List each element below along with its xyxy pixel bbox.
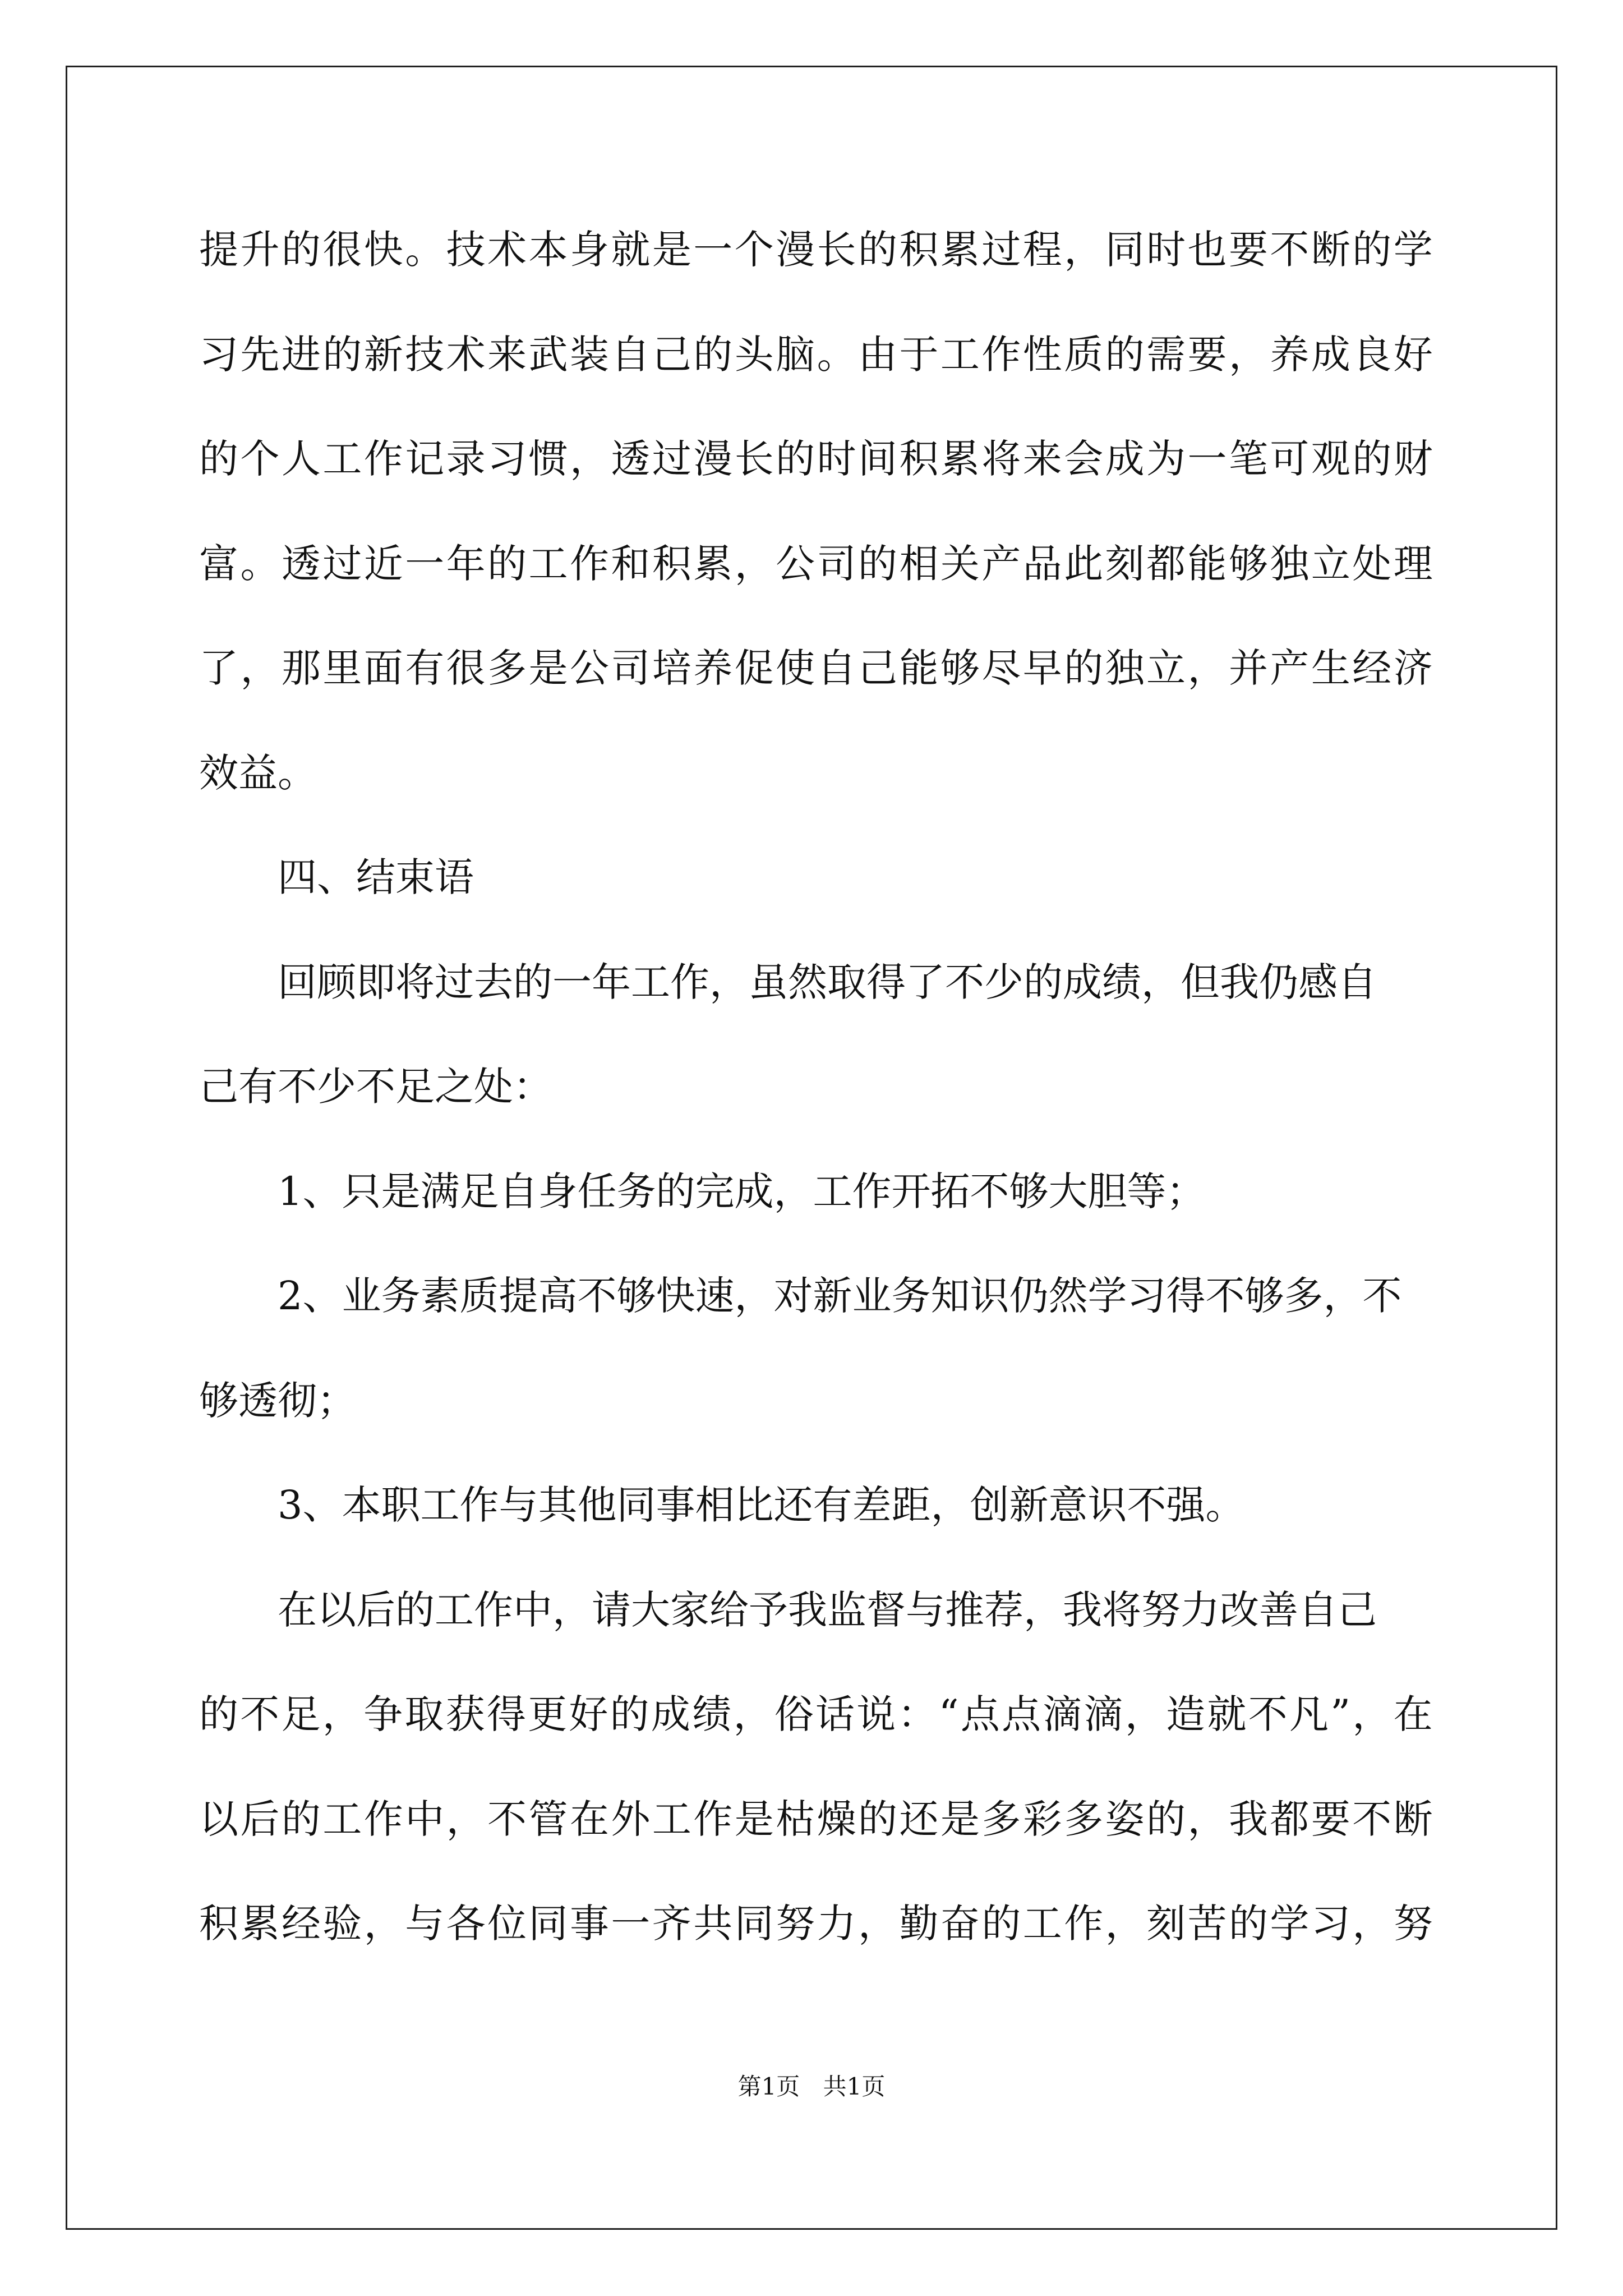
list-item: 2、业务素质提高不够快速，对新业务知识仍然学习得不够多，不 [278,1273,1402,1319]
list-item: 3、本职工作与其他同事相比还有差距，创新意识不强。 [278,1482,1245,1528]
paragraph-line: 的 个 人 工 作 记 录 习 惯 ， 透 过 漫 长 的 时 间 积 累 将 来 会 成 为 一 笔 可 观 的 财 [199,436,1433,482]
paragraph-line: 了 ， 那 里 面 有 很 多 是 公 司 培 养 促 使 自 己 能 够 尽 早 的 独 立 ， 并 产 生 经 济 [199,645,1433,691]
paragraph-line: 提 升 的 很 快 。 技 术 本 身 就 是 一 个 漫 长 的 积 累 过 程 ， 同 时 也 要 不 断 的 学 [199,227,1433,273]
paragraph-line: 己有不少不足之处： [199,1064,552,1110]
paragraph-line: 习 先 进 的 新 技 术 来 武 装 自 己 的 头 脑 。 由 于 工 作 性 质 的 需 要 ， 养 成 良 好 [199,331,1433,378]
paragraph-line: 回顾即将过去的一年工作，虽然取得了不少的成绩，但我仍感自 [278,959,1377,1005]
paragraph-line: 在以后的工作中，请大家给予我监督与推荐，我将努力改善自己 [278,1586,1377,1633]
list-item-continuation: 够透彻； [199,1377,356,1424]
list-item: 1、只是满足自身任务的完成，工作开拓不够大胆等； [278,1168,1206,1214]
document-body [199,219,1433,1998]
paragraph-line: 的 不 足 ， 争 取 获 得 更 好 的 成 绩 ， 俗 话 说 ： “ 点 点 滴 滴 ， 造 就 不 凡 ” ， 在 [199,1691,1433,1737]
paragraph-line: 积 累 经 验 ， 与 各 位 同 事 一 齐 共 同 努 力 ， 勤 奋 的 工 作 ， 刻 苦 的 学 习 ， 努 [199,1901,1433,1947]
section-heading: 四、结束语 [278,854,474,900]
page-footer [0,2070,1623,2104]
paragraph-line: 效益。 [199,749,317,796]
paragraph-line: 以 后 的 工 作 中 ， 不 管 在 外 工 作 是 枯 燥 的 还 是 多 彩 多 姿 的 ， 我 都 要 不 断 [199,1796,1433,1842]
page-total: 共1页 [823,2073,886,2100]
paragraph-line: 富 。 透 过 近 一 年 的 工 作 和 积 累 ， 公 司 的 相 关 产 品 此 刻 都 能 够 独 立 处 理 [199,540,1433,587]
page-number: 第1页 [737,2073,800,2100]
